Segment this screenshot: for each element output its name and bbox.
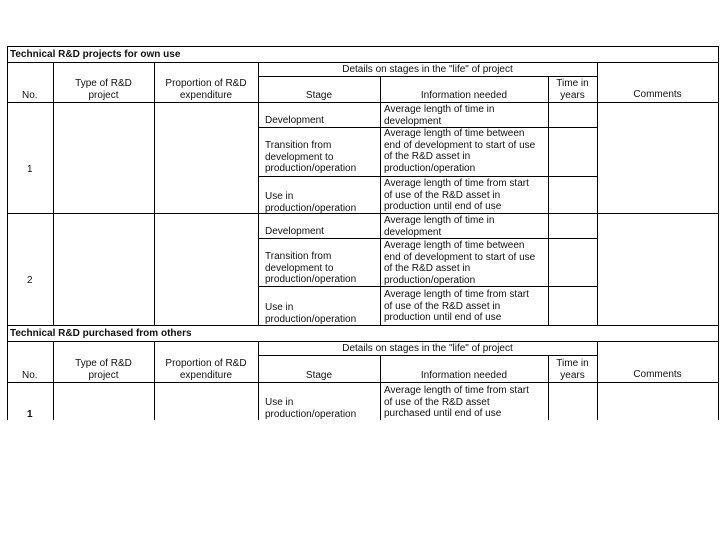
col-divider xyxy=(548,76,549,325)
col-divider xyxy=(380,355,381,420)
info-needed: Average length of time from start of use of the R&D asset purchased until end of use xyxy=(384,385,529,419)
table-border xyxy=(7,46,719,47)
col-divider xyxy=(53,62,54,325)
info-needed: Average length of time between end of development to start of use of the R&D asset in production/operation xyxy=(384,240,536,286)
info-needed: Average length of time in development xyxy=(384,215,495,238)
row-number: 1 xyxy=(27,409,33,420)
stage-divider xyxy=(258,238,597,239)
stage-label: Transition from development to production/operation xyxy=(265,251,357,285)
stage-divider xyxy=(258,286,597,287)
col-divider xyxy=(597,341,598,420)
section-title: Technical R&D purchased from others xyxy=(10,328,192,339)
col-divider xyxy=(380,76,381,325)
column-header-time: Time in years xyxy=(556,78,589,101)
column-header-comments: Comments xyxy=(633,369,682,380)
details-divider xyxy=(258,355,597,356)
info-needed: Average length of time between end of development to start of use of the R&D asset in production/operation xyxy=(384,128,536,174)
column-header-no: No. xyxy=(22,90,38,101)
rd-life-table xyxy=(7,46,719,420)
title-divider xyxy=(7,62,719,63)
column-header-type: Type of R&D project xyxy=(75,78,132,101)
row-number: 1 xyxy=(27,164,33,175)
stage-label: Transition from development to production/operation xyxy=(265,140,357,174)
details-header: Details on stages in the "life" of project xyxy=(342,64,513,75)
stage-divider xyxy=(258,176,597,177)
details-header: Details on stages in the "life" of project xyxy=(342,343,513,354)
info-needed: Average length of time from start of use of the R&D asset in production until end of use xyxy=(384,289,529,323)
stage-label: Use in production/operation xyxy=(265,302,357,325)
column-header-info: Information needed xyxy=(420,90,508,101)
row-number: 2 xyxy=(27,275,33,286)
info-needed: Average length of time from start of use of the R&D asset in production until end of use xyxy=(384,178,529,212)
section-title: Technical R&D projects for own use xyxy=(10,49,181,60)
header-divider xyxy=(7,382,719,383)
stage-label: Development xyxy=(265,226,324,237)
column-header-proportion: Proportion of R&D expenditure xyxy=(165,78,247,101)
column-header-type: Type of R&D project xyxy=(75,358,132,381)
stage-label: Development xyxy=(265,115,324,126)
column-header-comments: Comments xyxy=(633,89,682,100)
stage-label: Use in production/operation xyxy=(265,397,357,420)
col-divider xyxy=(597,62,598,325)
col-divider xyxy=(154,62,155,325)
info-needed: Average length of time in development xyxy=(384,104,495,127)
stage-label: Use in production/operation xyxy=(265,191,357,214)
column-header-proportion: Proportion of R&D expenditure xyxy=(165,358,247,381)
column-header-stage: Stage xyxy=(305,90,333,101)
column-header-no: No. xyxy=(22,370,38,381)
title-divider xyxy=(7,341,719,342)
column-header-stage: Stage xyxy=(305,370,333,381)
details-divider xyxy=(258,76,597,77)
column-header-time: Time in years xyxy=(556,358,589,381)
row-divider xyxy=(7,213,719,214)
section-divider xyxy=(7,325,719,326)
column-header-info: Information needed xyxy=(420,370,508,381)
header-divider xyxy=(7,102,719,103)
